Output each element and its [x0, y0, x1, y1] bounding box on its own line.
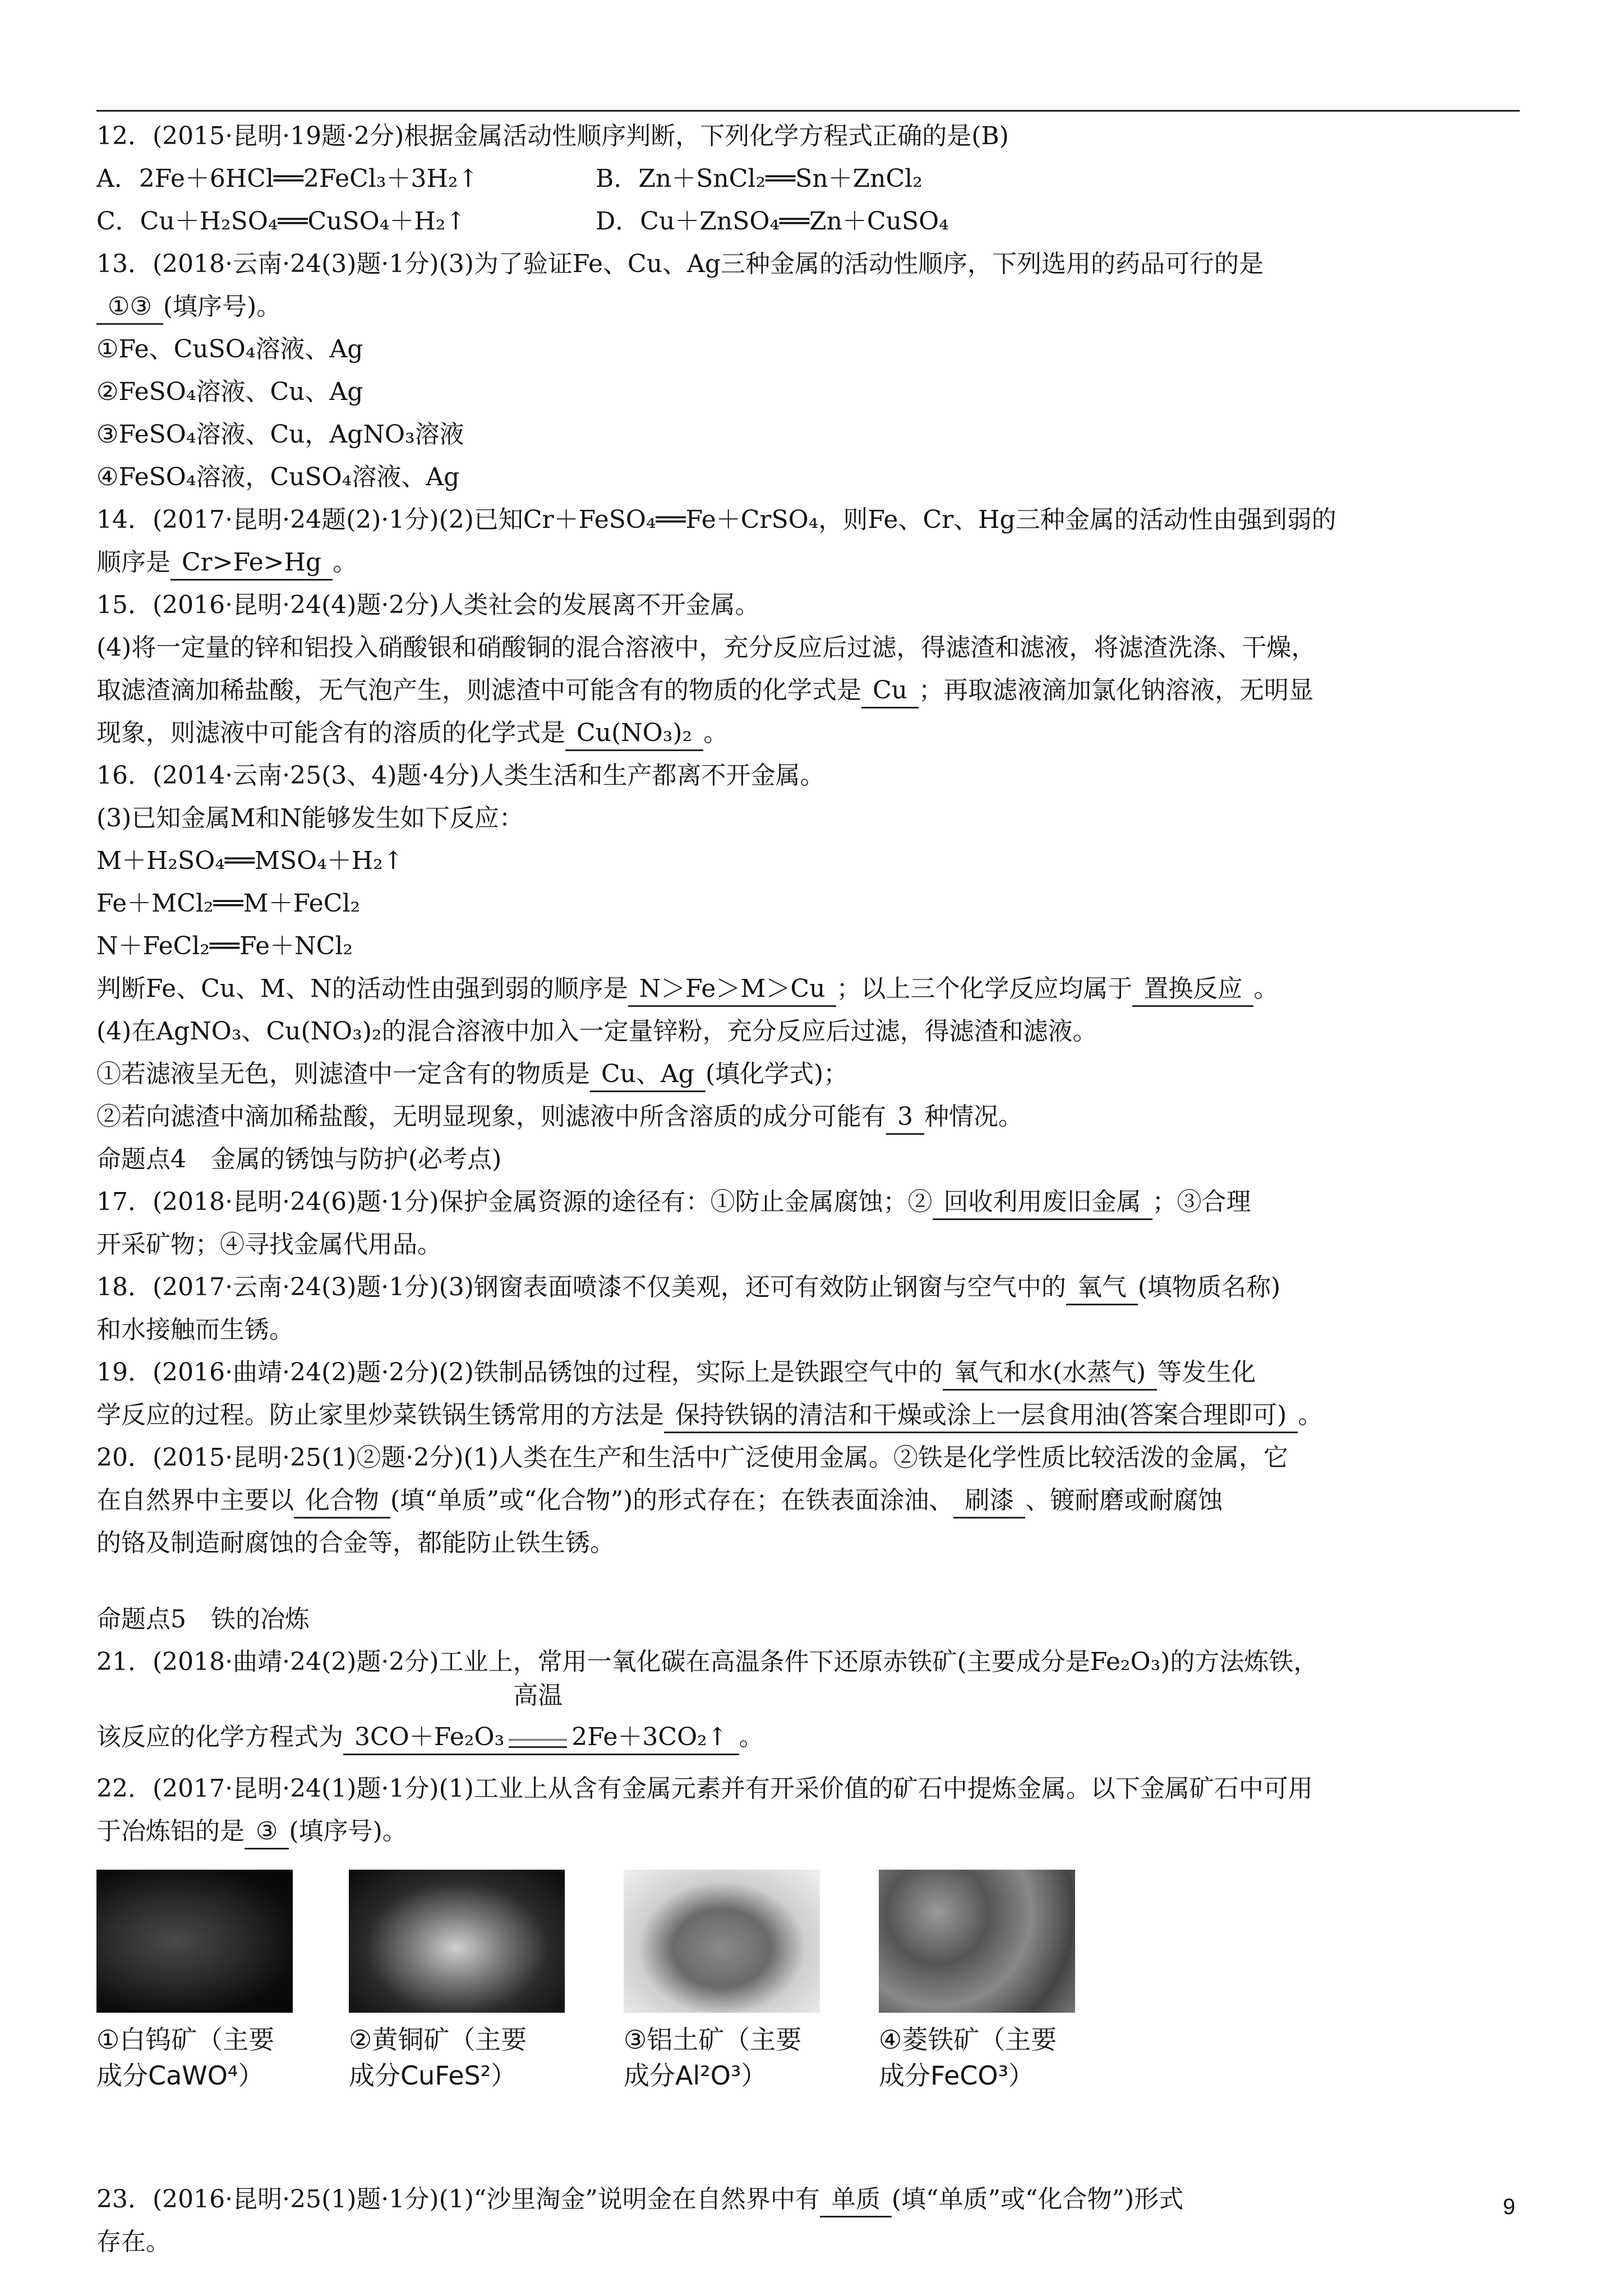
q22-line2: [96, 1810, 1524, 1853]
q16-l8-post: (填化学式)；: [705, 1060, 849, 1088]
q14-pre: 顺序是: [96, 548, 170, 577]
q17-post: ；③合理: [1152, 1188, 1251, 1216]
q21-answer-reactants: 3CO＋Fe₂O₃: [354, 1723, 505, 1751]
q18-line2: 和水接触而生锈。: [96, 1315, 294, 1344]
section-5-heading: 命题点5 铁的冶炼: [96, 1605, 310, 1634]
q12-options-cd: [96, 200, 1524, 243]
mineral-1: [96, 1870, 338, 2093]
q13-option-2: ②FeSO₄溶液、Cu、Ag: [96, 378, 363, 406]
q16-stem: 16．(2014·云南·25(3、4)题·4分)人类生活和生产都离不开金属。: [96, 761, 825, 790]
q15-line2: (4)将一定量的锌和铝投入硝酸银和硝酸铜的混合溶液中，充分反应后过滤，得滤渣和滤液，将滤渣洗涤、干燥，: [96, 633, 1316, 662]
q19-l2-post: 。: [1298, 1401, 1323, 1429]
q16-l6-pre: 判断Fe、Cu、M、N的活动性由强到弱的顺序是: [96, 974, 628, 1003]
q14-answer-line: [96, 541, 1524, 584]
q12-option-b: B．Zn＋SnCl₂══Sn＋ZnCl₂: [596, 164, 923, 193]
q12-option-d: D．Cu＋ZnSO₄══Zn＋CuSO₄: [596, 207, 949, 236]
q16-answer-3: Cu、Ag: [590, 1058, 706, 1092]
mineral-2: [349, 1870, 590, 2093]
q14-after: 。: [333, 548, 358, 577]
q17-pre: 17．(2018·昆明·24(6)题·1分)保护金属资源的途径有：①防止金属腐蚀；②: [96, 1188, 933, 1216]
q20-line1: 20．(2015·昆明·25(1)②题·2分)(1)人类在生产和生活中广泛使用金属。②铁是化学性质比较活泼的金属，它: [96, 1443, 1288, 1472]
mineral-1-caption-2: 成分CaWO⁴）: [96, 2060, 264, 2091]
q20-line2: [96, 1479, 1524, 1522]
q20-l2-pre: 在自然界中主要以: [96, 1486, 294, 1515]
worksheet-body: [96, 115, 1524, 2263]
q17-line1: [96, 1181, 1524, 1223]
q15-answer-1: Cu: [861, 674, 919, 708]
header-rule: [96, 110, 1520, 112]
q13-after: (填序号)。: [163, 292, 282, 321]
q12-options-ab: [96, 158, 1524, 200]
q16-line8: [96, 1053, 1524, 1096]
q23-line2: 存在。: [96, 2228, 170, 2256]
q16-reaction-2: Fe＋MCl₂══M＋FeCl₂: [96, 889, 361, 918]
mineral-4-caption-1: ④菱铁矿（主要: [879, 2024, 1057, 2055]
mineral-3-caption-2: 成分Al²O³）: [624, 2060, 767, 2091]
q17-line2: 开采矿物；④寻找金属代用品。: [96, 1230, 442, 1259]
mineral-gallery: [96, 1853, 1524, 2178]
q13-option-3: ③FeSO₄溶液、Cu，AgNO₃溶液: [96, 420, 464, 449]
mineral-photo-siderite: [879, 1870, 1075, 2013]
q16-reaction-1: M＋H₂SO₄══MSO₄＋H₂↑: [96, 846, 404, 875]
q20-l2-mid: (填“单质”或“化合物”)的形式存在；在铁表面涂油、: [390, 1486, 954, 1515]
q19-answer-1: 氧气和水(水蒸气): [943, 1356, 1157, 1391]
q22-l2-pre: 于冶炼铝的是: [96, 1817, 245, 1846]
section-4-heading: 命题点4 金属的锈蚀与防护(必考点): [96, 1145, 502, 1174]
q12-option-c: C．Cu＋H₂SO₄══CuSO₄＋H₂↑: [96, 207, 467, 236]
q13-answer-line: [96, 286, 1524, 328]
q21-condition-text: 高温: [513, 1681, 563, 1710]
q16-line7: (4)在AgNO₃、Cu(NO₃)₂的混合溶液中加入一定量锌粉，充分反应后过滤，得滤渣和滤液。: [96, 1017, 1098, 1046]
q16-answer-1: N＞Fe＞M＞Cu: [628, 973, 837, 1007]
q19-l2-pre: 学反应的过程。防止家里炒菜铁锅生锈常用的方法是: [96, 1401, 664, 1429]
q15-l4-pre: 现象，则滤液中可能含有的溶质的化学式是: [96, 719, 565, 747]
q16-l9-pre: ②若向滤渣中滴加稀盐酸，无明显现象，则滤液中所含溶质的成分可能有: [96, 1102, 886, 1131]
q22-answer: ③: [245, 1815, 289, 1849]
q13-option-4: ④FeSO₄溶液，CuSO₄溶液、Ag: [96, 463, 460, 491]
q18-line1: [96, 1266, 1524, 1309]
q20-line3: 的铬及制造耐腐蚀的合金等，都能防止铁生锈。: [96, 1529, 615, 1557]
mineral-3: [624, 1870, 865, 2093]
q20-l2-post: 、镀耐磨或耐腐蚀: [1025, 1486, 1223, 1515]
page-number: 9: [1502, 2194, 1515, 2219]
q16-line2: (3)已知金属M和N能够发生如下反应：: [96, 804, 524, 832]
mineral-4-caption-2: 成分FeCO³）: [879, 2060, 1035, 2091]
q16-l9-post: 种情况。: [924, 1102, 1023, 1131]
q23-post: (填“单质”或“化合物”)形式: [891, 2185, 1184, 2214]
q18-post: (填物质名称): [1137, 1273, 1281, 1301]
q23-line1: [96, 2178, 1524, 2221]
q15-l4-post: 。: [703, 719, 728, 747]
mineral-photo-chalcopyrite: [349, 1870, 565, 2013]
mineral-4: [879, 1870, 1120, 2093]
section-gap: [96, 1565, 1524, 1598]
q16-l6-post: 。: [1253, 974, 1279, 1003]
q15-l3-pre: 取滤渣滴加稀盐酸，无气泡产生，则滤渣中可能含有的物质的化学式是: [96, 676, 861, 705]
q14-answer: Cr>Fe>Hg: [170, 546, 333, 581]
q16-reaction-3: N＋FeCl₂══Fe＋NCl₂: [96, 932, 353, 960]
q16-answer-2: 置换反应: [1132, 973, 1253, 1007]
q13-answer: ①③: [96, 291, 163, 325]
q21-l2-pre: 该反应的化学方程式为: [96, 1723, 343, 1751]
mineral-3-caption-1: ③铝土矿（主要: [624, 2024, 802, 2055]
q15-line4: [96, 712, 1524, 754]
q21-answer-products: 2Fe＋3CO₂↑: [571, 1723, 728, 1751]
q13-option-1: ①Fe、CuSO₄溶液、Ag: [96, 335, 363, 364]
q21-equation-block: [96, 1683, 1524, 1768]
mineral-photo-scheelite: [96, 1870, 293, 2013]
q18-pre: 18．(2017·云南·24(3)题·1分)(3)钢窗表面喷漆不仅美观，还可有效防止钢窗与空气中的: [96, 1273, 1066, 1301]
q12-stem: 12．(2015·昆明·19题·2分)根据金属活动性顺序判断，下列化学方程式正确的是(B): [96, 122, 1009, 150]
q19-answer-2: 保持铁锅的清洁和干燥或涂上一层食用油(答案合理即可): [664, 1399, 1298, 1433]
mineral-2-caption-2: 成分CuFeS²）: [349, 2060, 517, 2091]
q21-condition: [504, 1681, 571, 1754]
q19-pre: 19．(2016·曲靖·24(2)题·2分)(2)铁制品锈蚀的过程，实际上是铁跟空气中的: [96, 1358, 943, 1387]
q16-l6-mid: ；以上三个化学反应均属于: [836, 974, 1133, 1003]
q21-line1: 21．(2018·曲靖·24(2)题·2分)工业上，常用一氧化碳在高温条件下还原赤铁矿(主要成分是Fe₂O₃)的方法炼铁，: [96, 1648, 1318, 1676]
q16-line6: [96, 968, 1524, 1010]
q19-line2: [96, 1394, 1524, 1437]
q16-line9: [96, 1096, 1524, 1138]
mineral-1-caption-1: ①白钨矿（主要: [96, 2024, 275, 2055]
q17-answer: 回收利用废旧金属: [933, 1186, 1152, 1220]
q20-answer-1: 化合物: [294, 1484, 390, 1519]
q22-line1: 22．(2017·昆明·24(1)题·1分)(1)工业上从含有金属元素并有开采价值的矿石中提炼金属。以下金属矿石中可用: [96, 1774, 1313, 1803]
q15-line3: [96, 669, 1524, 712]
q21-line2: [96, 1681, 764, 1759]
q16-answer-4: 3: [886, 1101, 924, 1135]
q15-stem: 15．(2016·昆明·24(4)题·2分)人类社会的发展离不开金属。: [96, 591, 760, 619]
q19-line1: [96, 1351, 1524, 1394]
q13-stem: 13．(2018·云南·24(3)题·1分)(3)为了验证Fe、Cu、Ag三种金属的活动性顺序，下列选用的药品可行的是: [96, 250, 1264, 278]
q18-answer: 氧气: [1066, 1271, 1138, 1305]
q15-l3-post: ；再取滤液滴加氯化钠溶液，无明显: [919, 676, 1314, 705]
q21-answer: [343, 1681, 739, 1755]
mineral-2-caption-1: ②黄铜矿（主要: [349, 2024, 527, 2055]
q15-answer-2: Cu(NO₃)₂: [565, 717, 703, 751]
q23-answer: 单质: [820, 2183, 892, 2217]
q21-equals-sign: [509, 1739, 567, 1748]
q14-stem: 14．(2017·昆明·24题(2)·1分)(2)已知Cr＋FeSO₄══Fe＋CrSO₄，则Fe、Cr、Hg三种金属的活动性由强到弱的: [96, 505, 1336, 534]
q16-l8-pre: ①若滤液呈无色，则滤渣中一定含有的物质是: [96, 1060, 590, 1088]
q20-answer-2: 刷漆: [953, 1484, 1025, 1519]
mineral-photo-bauxite: [624, 1870, 820, 2013]
q12-option-a: A．2Fe＋6HCl══2FeCl₃＋3H₂↑: [96, 164, 479, 193]
q19-post: 等发生化: [1157, 1358, 1256, 1387]
q22-l2-post: (填序号)。: [289, 1817, 407, 1846]
q23-pre: 23．(2016·昆明·25(1)题·1分)(1)“沙里淘金”说明金在自然界中有: [96, 2185, 820, 2214]
q21-l2-post: 。: [739, 1723, 764, 1751]
